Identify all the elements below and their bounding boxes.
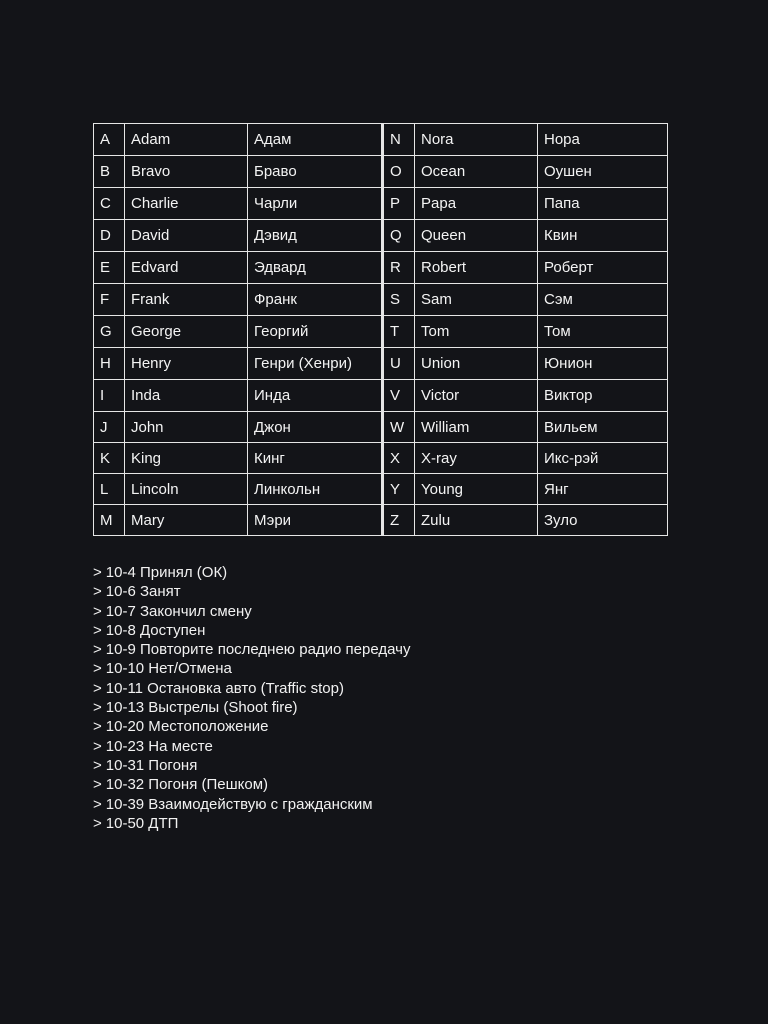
prompt-marker: > [93, 776, 102, 794]
prompt-marker: > [93, 679, 102, 697]
russian-word-cell: Вильем [538, 412, 668, 443]
english-word-cell: Mary [125, 505, 248, 536]
letter-cell: K [94, 443, 125, 474]
code-text: 10-9 Повторите последнею радио передачу [105, 641, 411, 659]
russian-word-cell: Адам [248, 124, 383, 156]
letter-cell: Y [383, 474, 415, 505]
english-word-cell: Nora [415, 124, 538, 156]
code-text: 10-10 Нет/Отмена [105, 660, 232, 678]
letter-cell: H [94, 348, 125, 380]
list-item [93, 602, 410, 621]
letter-cell: B [94, 156, 125, 188]
english-word-cell: William [415, 412, 538, 443]
prompt-marker: > [93, 795, 102, 813]
prompt-marker: > [93, 814, 102, 832]
prompt-marker: > [93, 660, 102, 678]
list-item [93, 814, 410, 833]
english-word-cell: Bravo [125, 156, 248, 188]
list-item [93, 756, 410, 775]
english-word-cell: Queen [415, 220, 538, 252]
letter-cell: C [94, 188, 125, 220]
russian-word-cell: Квин [538, 220, 668, 252]
english-word-cell: Henry [125, 348, 248, 380]
russian-word-cell: Браво [248, 156, 383, 188]
code-text: 10-6 Занят [105, 583, 181, 601]
list-item [93, 737, 410, 756]
table-row [94, 474, 668, 505]
table-row [94, 124, 668, 156]
table-row [94, 443, 668, 474]
russian-word-cell: Сэм [538, 284, 668, 316]
russian-word-cell: Икс-рэй [538, 443, 668, 474]
phonetic-alphabet-table [93, 123, 668, 536]
russian-word-cell: Оушен [538, 156, 668, 188]
table-row [94, 505, 668, 536]
english-word-cell: Edvard [125, 252, 248, 284]
letter-cell: P [383, 188, 415, 220]
english-word-cell: Robert [415, 252, 538, 284]
english-word-cell: X-ray [415, 443, 538, 474]
russian-word-cell: Папа [538, 188, 668, 220]
code-text: 10-4 Принял (ОК) [105, 564, 228, 581]
letter-cell: R [383, 252, 415, 284]
russian-word-cell: Генри (Хенри) [248, 348, 383, 380]
letter-cell: T [383, 316, 415, 348]
english-word-cell: George [125, 316, 248, 348]
table-row [94, 316, 668, 348]
code-text: 10-8 Доступен [105, 621, 206, 639]
english-word-cell: Lincoln [125, 474, 248, 505]
phonetic-alphabet-body [94, 124, 668, 536]
letter-cell: F [94, 284, 125, 316]
russian-word-cell: Дэвид [248, 220, 383, 252]
letter-cell: L [94, 474, 125, 505]
letter-cell: S [383, 284, 415, 316]
code-text: 10-7 Закончил смену [105, 602, 252, 620]
table-row [94, 284, 668, 316]
prompt-marker: > [93, 602, 102, 620]
list-item [93, 775, 410, 794]
prompt-marker: > [93, 737, 102, 755]
russian-word-cell: Джон [248, 412, 383, 443]
russian-word-cell: Зуло [538, 505, 668, 536]
russian-word-cell: Виктор [538, 380, 668, 412]
russian-word-cell: Эдвард [248, 252, 383, 284]
russian-word-cell: Линкольн [248, 474, 383, 505]
english-word-cell: John [125, 412, 248, 443]
english-word-cell: Tom [415, 316, 538, 348]
russian-word-cell: Юнион [538, 348, 668, 380]
list-item [93, 563, 410, 582]
letter-cell: X [383, 443, 415, 474]
list-item [93, 717, 410, 736]
english-word-cell: King [125, 443, 248, 474]
list-item [93, 659, 410, 678]
letter-cell: Z [383, 505, 415, 536]
prompt-marker: > [93, 583, 102, 601]
code-text: 10-20 Местоположение [105, 718, 269, 736]
letter-cell: Q [383, 220, 415, 252]
prompt-marker: > [93, 564, 102, 581]
letter-cell: J [94, 412, 125, 443]
letter-cell: M [94, 505, 125, 536]
letter-cell: U [383, 348, 415, 380]
russian-word-cell: Инда [248, 380, 383, 412]
list-item [93, 621, 410, 640]
code-text: 10-39 Взаимодействую с гражданским [105, 795, 373, 813]
table-row [94, 220, 668, 252]
prompt-marker: > [93, 641, 102, 659]
list-item [93, 582, 410, 601]
code-text: 10-13 Выстрелы (Shoot fire) [105, 699, 298, 717]
russian-word-cell: Роберт [538, 252, 668, 284]
code-text: 10-11 Остановка авто (Traffic stop) [105, 679, 344, 697]
english-word-cell: Young [415, 474, 538, 505]
code-text: 10-23 На месте [105, 737, 213, 755]
english-word-cell: Inda [125, 380, 248, 412]
list-item [93, 795, 410, 814]
english-word-cell: Charlie [125, 188, 248, 220]
list-item [93, 640, 410, 659]
table-row [94, 156, 668, 188]
russian-word-cell: Мэри [248, 505, 383, 536]
letter-cell: I [94, 380, 125, 412]
english-word-cell: Frank [125, 284, 248, 316]
code-text: 10-50 ДТП [105, 814, 179, 832]
russian-word-cell: Георгий [248, 316, 383, 348]
letter-cell: V [383, 380, 415, 412]
letter-cell: E [94, 252, 125, 284]
letter-cell: G [94, 316, 125, 348]
letter-cell: N [383, 124, 415, 156]
russian-word-cell: Чарли [248, 188, 383, 220]
english-word-cell: Sam [415, 284, 538, 316]
prompt-marker: > [93, 756, 102, 774]
prompt-marker: > [93, 621, 102, 639]
english-word-cell: David [125, 220, 248, 252]
russian-word-cell: Нора [538, 124, 668, 156]
letter-cell: O [383, 156, 415, 188]
prompt-marker: > [93, 718, 102, 736]
table-row [94, 188, 668, 220]
english-word-cell: Victor [415, 380, 538, 412]
letter-cell: W [383, 412, 415, 443]
english-word-cell: Union [415, 348, 538, 380]
table-row [94, 348, 668, 380]
table-row [94, 252, 668, 284]
english-word-cell: Papa [415, 188, 538, 220]
russian-word-cell: Франк [248, 284, 383, 316]
code-text: 10-32 Погоня (Пешком) [105, 776, 269, 794]
list-item [93, 698, 410, 717]
english-word-cell: Adam [125, 124, 248, 156]
letter-cell: A [94, 124, 125, 156]
code-text: 10-31 Погоня [105, 756, 198, 774]
letter-cell: D [94, 220, 125, 252]
prompt-marker: > [93, 699, 102, 717]
english-word-cell: Ocean [415, 156, 538, 188]
russian-word-cell: Янг [538, 474, 668, 505]
russian-word-cell: Кинг [248, 443, 383, 474]
table-row [94, 412, 668, 443]
ten-codes-list [93, 563, 410, 833]
list-item [93, 679, 410, 698]
russian-word-cell: Том [538, 316, 668, 348]
english-word-cell: Zulu [415, 505, 538, 536]
table-row [94, 380, 668, 412]
